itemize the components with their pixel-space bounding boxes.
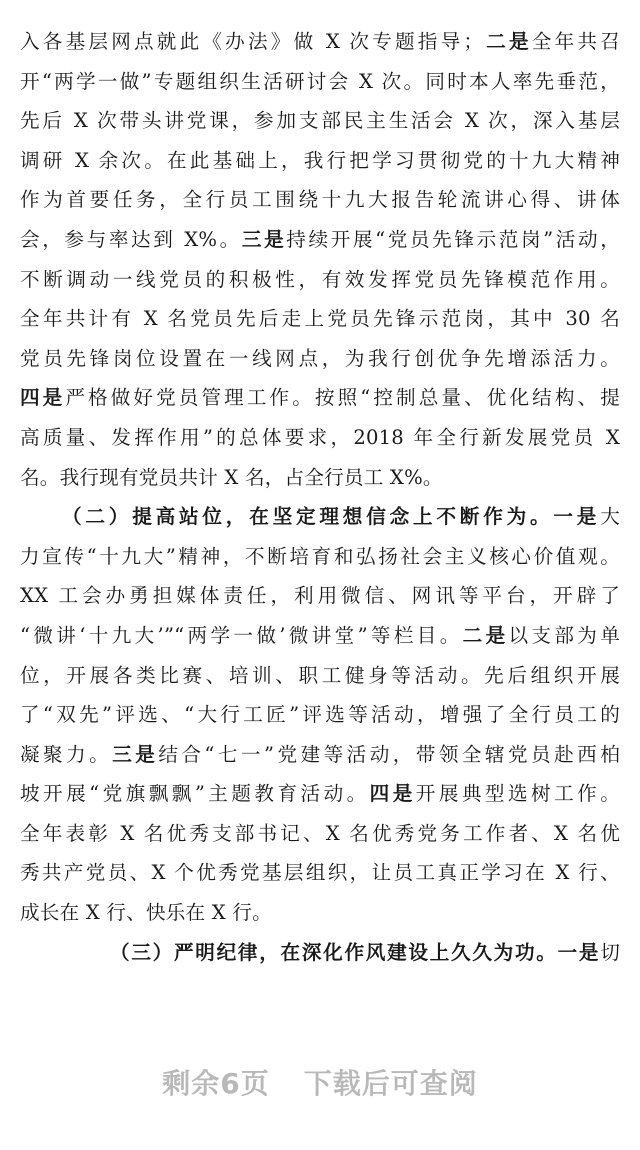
bold-text-run: 三是 <box>241 227 287 251</box>
text-line <box>20 22 620 62</box>
text-line <box>20 220 620 260</box>
text-run: 入各基层网点就此《办法》做 X 次专题指导； <box>20 30 484 53</box>
bold-text-run: 二是 <box>462 623 509 647</box>
text-run: 切 <box>600 940 620 964</box>
text-run: 位，开展各类比赛、培训、职工健身等活动。先后组织开展 <box>20 663 620 687</box>
text-run: 坡开展“党旗飘飘”主题教育活动。 <box>20 782 370 806</box>
text-line <box>20 774 620 814</box>
text-run: 会，参与率达到 X%。 <box>20 227 242 251</box>
text-run: 严格做好党员管理工作。按照“控制总量、优化结构、提 <box>65 386 620 410</box>
text-line <box>20 893 620 933</box>
text-line <box>20 141 620 181</box>
text-run: 成长在 X 行、快乐在 X 行。 <box>20 901 272 925</box>
text-run: 名。我行现有党员共计 X 名，占全行员工 X%。 <box>20 465 443 489</box>
paragraph-3 <box>20 933 620 973</box>
text-line <box>20 260 620 300</box>
text-run: 党员先锋岗位设置在一线网点，为我行创优争先增添活力。 <box>20 346 620 370</box>
bold-text-run: 二是 <box>483 30 532 53</box>
text-run: 调研 X 余次。在此基础上，我行把学习贯彻党的十九大精神 <box>20 148 620 172</box>
paragraph-1 <box>20 22 620 497</box>
text-run: 开展典型选树工作。 <box>415 782 620 806</box>
text-run: 不断调动一线党员的积极性，有效发挥党员先锋模范作用。 <box>20 267 620 291</box>
bold-text-run: 四是 <box>20 386 66 410</box>
text-line <box>20 62 620 102</box>
text-run: XX 工会办勇担媒体责任，利用微信、网讯等平台，开辟了 <box>20 584 620 608</box>
text-run: 持续开展“党员先锋示范岗”活动， <box>286 227 620 251</box>
text-run: 开“两学一做”专题组织生活研讨会 X 次。同时本人率先垂范， <box>20 69 620 93</box>
text-line <box>20 735 620 775</box>
text-line <box>20 378 620 418</box>
text-line <box>20 656 620 696</box>
text-run: 作为首要任务，全行员工围绕十九大报告轮流讲心得、讲体 <box>20 188 620 212</box>
text-run: 大 <box>600 505 620 529</box>
text-line <box>20 616 620 656</box>
bold-text-run: 三是 <box>112 742 159 766</box>
text-line <box>20 537 620 577</box>
download-prompt[interactable] <box>0 1062 640 1102</box>
text-run: 高质量、发挥作用”的总体要求，2018 年全行新发展党员 X <box>20 425 620 449</box>
text-run: 以支部为单 <box>508 623 620 647</box>
text-line <box>20 458 620 498</box>
download-to-view-text: 下载后可查阅 <box>303 1067 478 1100</box>
text-line <box>20 418 620 458</box>
text-line <box>20 299 620 339</box>
text-line <box>20 814 620 854</box>
text-line <box>20 853 620 893</box>
text-line <box>20 695 620 735</box>
document-body <box>20 22 620 972</box>
bold-text-run: （二）提高站位，在坚定理想信念上不断作为。 <box>62 505 554 529</box>
text-line <box>20 576 620 616</box>
text-line <box>20 101 620 141</box>
text-run: 全年共计有 X 名党员先后走上党员先锋示范岗，其中 30 名 <box>20 307 620 331</box>
text-run: 力宣传“十九大”精神，不断培育和弘扬社会主义核心价值观。 <box>20 544 620 568</box>
text-run: 全年表彰 X 名优秀支部书记、X 名优秀党务工作者、X 名优 <box>20 821 620 845</box>
text-run: 秀共产党员、X 个优秀党基层组织，让员工真正学习在 X 行、 <box>20 861 620 885</box>
remaining-pages-text: 剩余6页 <box>162 1067 270 1100</box>
bold-text-run: 一是 <box>553 505 601 529</box>
text-run: 了“双先”评选、“大行工匠”评选等活动，增强了全行员工的 <box>20 703 620 727</box>
text-run: “微讲‘十九大’”“两学一做’微讲堂”等栏目。 <box>20 623 463 647</box>
bold-text-run: 一是 <box>557 940 601 964</box>
section-heading-line <box>20 933 620 973</box>
text-line <box>20 339 620 379</box>
section-heading-line <box>20 497 620 537</box>
bold-text-run: （三）严明纪律，在深化作风建设上久久为功。 <box>110 940 558 964</box>
text-run: 凝聚力。 <box>20 742 113 766</box>
text-run: 先后 X 次带头讲党课，参加支部民主生活会 X 次，深入基层 <box>20 109 620 133</box>
text-run: 全年共召 <box>531 30 620 53</box>
paragraph-2 <box>20 497 620 933</box>
text-run: 结合“七一”党建等活动，带领全辖党员赴西柏 <box>158 742 620 766</box>
bold-text-run: 四是 <box>369 782 416 806</box>
text-line <box>20 180 620 220</box>
